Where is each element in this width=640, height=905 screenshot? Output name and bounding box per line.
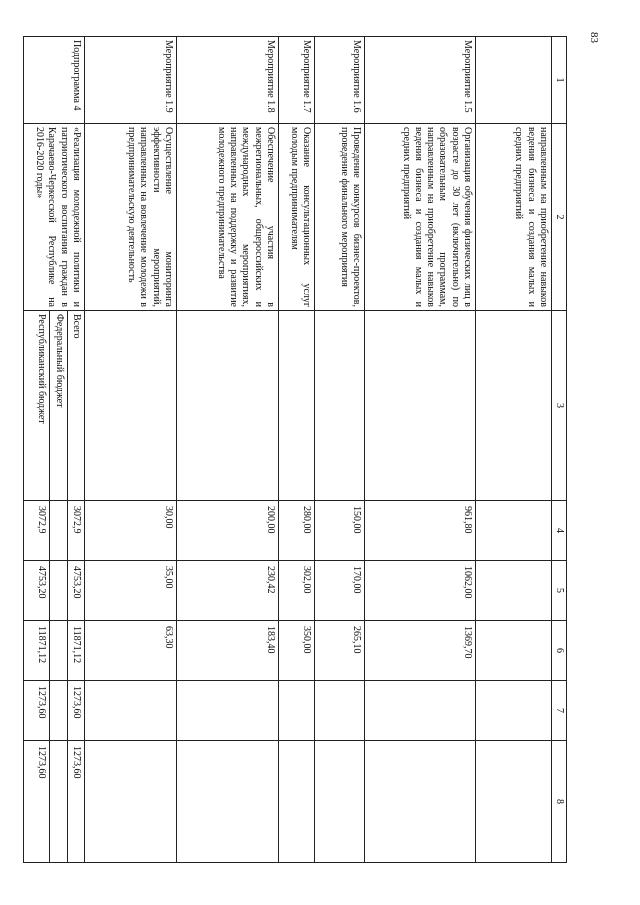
value-cell <box>50 741 67 863</box>
subprogram-description-cell: «Реализация молодежной политики и патриотического воспитания граждан в Карачаево-Черкесской Республике на 2016-2020 годы» <box>24 124 84 311</box>
value-cell <box>314 681 364 741</box>
header-cell: 2 <box>551 124 566 311</box>
subprogram-row-total <box>67 37 84 863</box>
source-cell: Республиканский бюджет <box>24 311 50 501</box>
row-description-cell: Обеспечение участия в межрегиональных, общероссийских и международных мероприятиях, направленных на поддержку и развитие молодежного предпринимательства <box>176 124 278 311</box>
value-cell: 30,00 <box>84 501 176 561</box>
row-code-cell: Мероприятие 1.8 <box>176 37 278 124</box>
value-cell <box>50 621 67 681</box>
row-source-cell <box>84 311 176 501</box>
value-cell: 35,00 <box>84 561 176 621</box>
budget-table <box>23 36 567 863</box>
page-number: 83 <box>588 32 600 43</box>
value-cell: 4753,20 <box>24 561 50 621</box>
value-cell: 170,00 <box>314 561 364 621</box>
header-cell: 4 <box>551 501 566 561</box>
value-cell: 1273,60 <box>24 681 50 741</box>
header-cell: 3 <box>551 311 566 501</box>
value-cell <box>364 681 475 741</box>
row-code-cell <box>475 37 551 124</box>
value-cell: 4753,20 <box>67 561 84 621</box>
value-cell <box>475 681 551 741</box>
table-row <box>475 37 551 863</box>
row-description-cell: Оказание консультационных услуг молодым предпринимателям <box>278 124 314 311</box>
value-cell: 11871,12 <box>24 621 50 681</box>
value-cell: 11871,12 <box>67 621 84 681</box>
value-cell: 200,00 <box>176 501 278 561</box>
value-cell: 3072,9 <box>67 501 84 561</box>
value-cell: 350,00 <box>278 621 314 681</box>
row-source-cell <box>475 311 551 501</box>
value-cell <box>314 741 364 863</box>
value-cell <box>475 621 551 681</box>
value-cell <box>84 741 176 863</box>
value-cell <box>475 501 551 561</box>
value-cell: 183,40 <box>176 621 278 681</box>
value-cell: 230,42 <box>176 561 278 621</box>
header-cell: 1 <box>551 37 566 124</box>
table-row <box>278 37 314 863</box>
value-cell <box>176 741 278 863</box>
value-cell <box>278 741 314 863</box>
table-body <box>24 37 567 863</box>
table-row <box>84 37 176 863</box>
table-row <box>314 37 364 863</box>
header-cell: 6 <box>551 621 566 681</box>
value-cell: 302,00 <box>278 561 314 621</box>
value-cell <box>84 681 176 741</box>
row-source-cell <box>176 311 278 501</box>
value-cell: 280,00 <box>278 501 314 561</box>
value-cell <box>278 681 314 741</box>
value-cell: 1273,60 <box>67 681 84 741</box>
rotated-table-container <box>34 36 567 862</box>
row-code-cell: Мероприятие 1.6 <box>314 37 364 124</box>
row-description-cell: направленным на приобретение навыков ведения бизнеса и создания малых и средних предприятий <box>475 124 551 311</box>
row-description-cell: Организация обучения физических лиц в возрасте до 30 лет (включительно) по образовательным программам, направленным на приобретение навыков ведения бизнеса и создания малых и средних предприятий <box>364 124 475 311</box>
source-cell: Федеральный бюджет <box>50 311 67 501</box>
row-source-cell <box>364 311 475 501</box>
value-cell <box>50 561 67 621</box>
row-description-cell: Проведение конкурсов бизнес-проектов, проведение финального мероприятия <box>314 124 364 311</box>
value-cell: 63,30 <box>84 621 176 681</box>
row-code-cell: Мероприятие 1.7 <box>278 37 314 124</box>
table-row <box>364 37 475 863</box>
table-row <box>176 37 278 863</box>
value-cell: 265,10 <box>314 621 364 681</box>
value-cell: 1273,60 <box>67 741 84 863</box>
row-source-cell <box>314 311 364 501</box>
value-cell: 150,00 <box>314 501 364 561</box>
value-cell <box>475 741 551 863</box>
row-source-cell <box>278 311 314 501</box>
value-cell <box>50 501 67 561</box>
value-cell: 961,80 <box>364 501 475 561</box>
value-cell <box>475 561 551 621</box>
row-code-cell: Мероприятие 1.5 <box>364 37 475 124</box>
header-row <box>551 37 566 863</box>
value-cell <box>364 741 475 863</box>
value-cell <box>50 681 67 741</box>
header-cell: 7 <box>551 681 566 741</box>
value-cell: 1369,70 <box>364 621 475 681</box>
header-cell: 5 <box>551 561 566 621</box>
subprogram-code-cell: Подпрограмма 4 <box>24 37 84 124</box>
value-cell: 1273,60 <box>24 741 50 863</box>
row-description-cell: Осуществление мониторинга эффективности мероприятий, направленных на вовлечение молодежи в предпринимательскую деятельность <box>84 124 176 311</box>
row-code-cell: Мероприятие 1.9 <box>84 37 176 124</box>
value-cell: 1062,00 <box>364 561 475 621</box>
header-cell: 8 <box>551 741 566 863</box>
value-cell: 3072,9 <box>24 501 50 561</box>
value-cell <box>176 681 278 741</box>
source-cell: Всего <box>67 311 84 501</box>
